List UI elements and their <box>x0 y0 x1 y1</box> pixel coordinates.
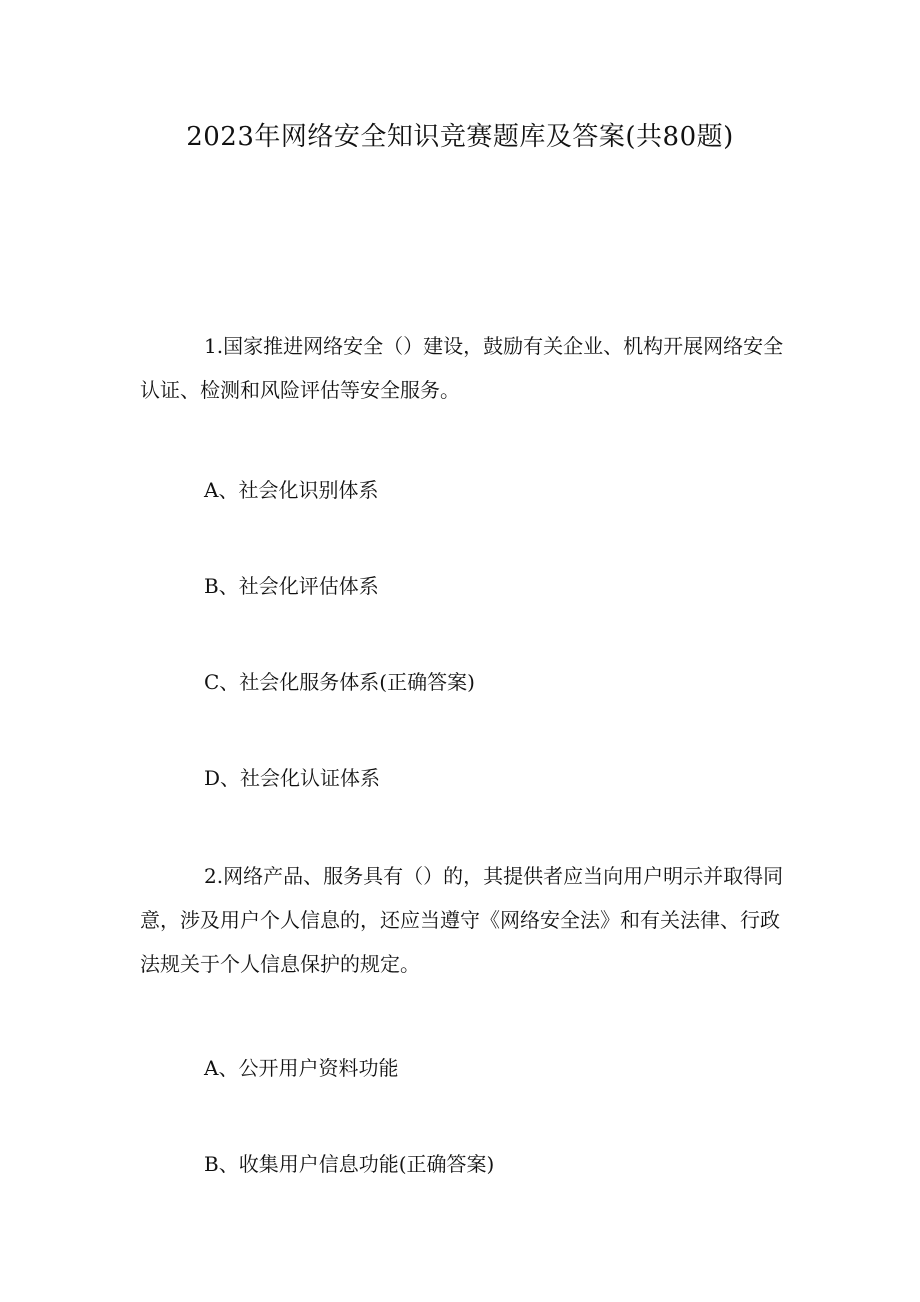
question-2-text: 2.网络产品、服务具有（）的，其提供者应当向用户明示并取得同意，涉及用户个人信息的，还应当遵守《网络安全法》和有关法律、行政法规关于个人信息保护的规定。 <box>140 864 784 976</box>
question-1-option-c: C、社会化服务体系(正确答案) <box>204 670 475 694</box>
question-2-option-b: B、收集用户信息功能(正确答案) <box>204 1152 495 1176</box>
document-title: 2023年网络安全知识竞赛题库及答案(共80题) <box>186 122 734 152</box>
question-1-text: 1.国家推进网络安全（）建设，鼓励有关企业、机构开展网络安全认证、检测和风险评估等安全服务。 <box>140 334 784 402</box>
question-1-option-a: A、社会化识别体系 <box>204 478 379 502</box>
question-1-option-b: B、社会化评估体系 <box>204 574 379 598</box>
question-1-option-d: D、社会化认证体系 <box>204 766 381 790</box>
question-2-option-a: A、公开用户资料功能 <box>204 1056 399 1080</box>
